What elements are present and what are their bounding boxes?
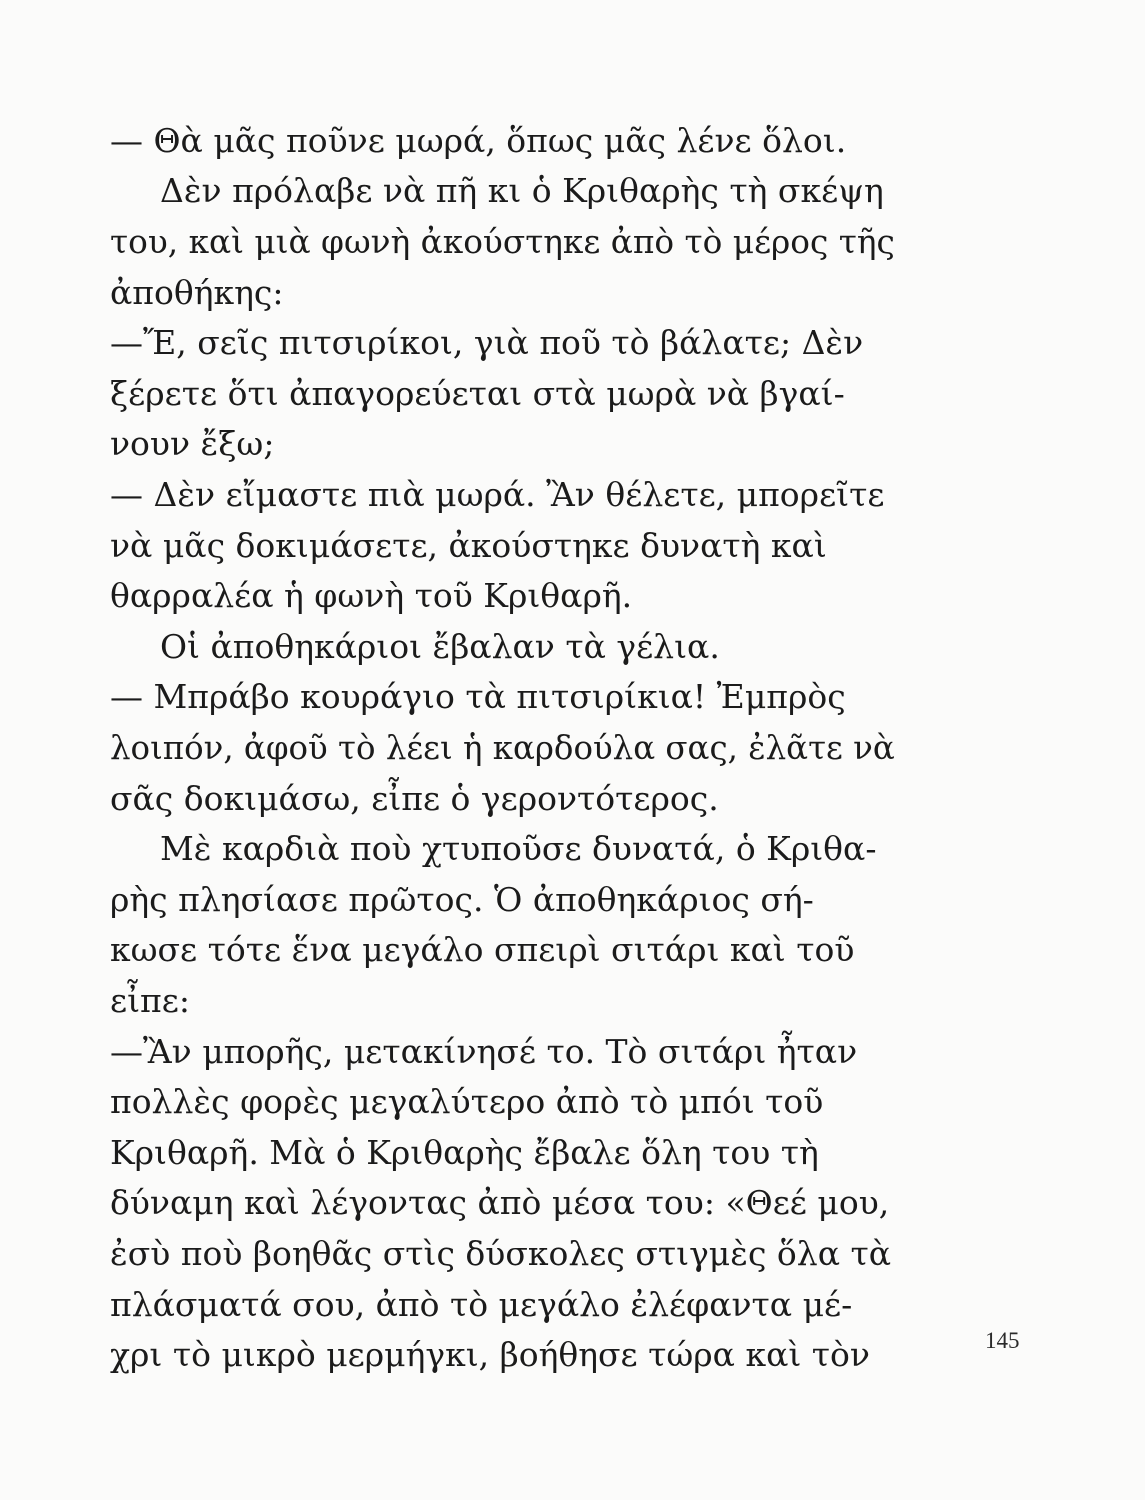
text-line-11: Οἱ ἀποθηκάριοι ἔβαλαν τὰ γέλια. — [160, 627, 720, 666]
text-line-25: χρι τὸ μικρὸ μερμήγκι, βοήθησε τώρα καὶ τὸν — [110, 1335, 870, 1374]
text-line-9: νὰ μᾶς δοκιμάσετε, ἀκούστηκε δυνατὴ καὶ — [110, 526, 827, 565]
text-line-7: νουν ἔξω; — [110, 424, 275, 463]
text-line-12: — Μπράβο κουράγιο τὰ πιτσιρίκια! Ἐμπρὸς — [110, 677, 846, 716]
text-line-4: ἀποθήκης: — [110, 273, 284, 312]
text-line-14: σᾶς δοκιμάσω, εἶπε ὁ γεροντότερος. — [110, 779, 719, 818]
text-line-1: — Θὰ μᾶς ποῦνε μωρά, ὅπως μᾶς λένε ὅλοι. — [110, 121, 847, 160]
text-line-19: —Ἂν μπορῆς, μετακίνησέ το. Τὸ σιτάρι ἦταν — [110, 1032, 858, 1071]
page-number: 145 — [985, 1328, 1020, 1353]
text-line-2: Δὲν πρόλαβε νὰ πῆ κι ὁ Κριθαρὴς τὴ σκέψη — [160, 171, 884, 210]
text-line-3: του, καὶ μιὰ φωνὴ ἀκούστηκε ἀπὸ τὸ μέρος τῆς — [110, 222, 895, 261]
text-line-16: ρὴς πλησίασε πρῶτος. Ὁ ἀποθηκάριος σή- — [110, 880, 814, 919]
text-line-23: ἐσὺ ποὺ βοηθᾶς στὶς δύσκολες στιγμὲς ὅλα τὰ — [110, 1234, 892, 1273]
text-line-13: λοιπόν, ἀφοῦ τὸ λέει ἡ καρδούλα σας, ἐλᾶτε νὰ — [110, 728, 895, 767]
text-line-21: Κριθαρῆ. Μὰ ὁ Κριθαρὴς ἔβαλε ὅλη του τὴ — [110, 1133, 819, 1172]
text-line-10: θαρραλέα ἡ φωνὴ τοῦ Κριθαρῆ. — [110, 576, 633, 615]
text-line-18: εἶπε: — [110, 981, 190, 1020]
text-line-15: Μὲ καρδιὰ ποὺ χτυποῦσε δυνατά, ὁ Κριθα- — [160, 829, 877, 868]
text-line-20: πολλὲς φορὲς μεγαλύτερο ἀπὸ τὸ μπόι τοῦ — [110, 1082, 824, 1121]
text-line-8: — Δὲν εἴμαστε πιὰ μωρά. Ἂν θέλετε, μπορεῖτε — [110, 475, 885, 514]
text-line-22: δύναμη καὶ λέγοντας ἀπὸ μέσα του: «Θεέ μου, — [110, 1183, 890, 1222]
text-line-24: πλάσματά σου, ἀπὸ τὸ μεγάλο ἐλέφαντα μέ- — [110, 1285, 853, 1324]
text-line-5: —Ἔ, σεῖς πιτσιρίκοι, γιὰ ποῦ τὸ βάλατε; Δὲν — [110, 323, 864, 362]
text-line-17: κωσε τότε ἕνα μεγάλο σπειρὶ σιτάρι καὶ τοῦ — [110, 930, 855, 969]
text-line-6: ξέρετε ὅτι ἀπαγορεύεται στὰ μωρὰ νὰ βγαί- — [110, 374, 845, 413]
